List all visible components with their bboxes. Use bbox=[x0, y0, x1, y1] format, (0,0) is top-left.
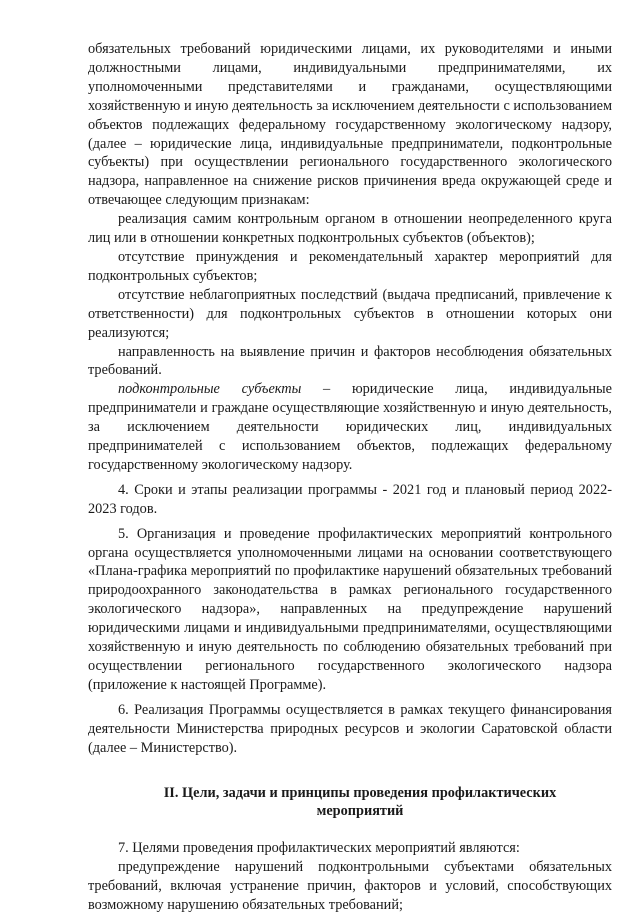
paragraph-continuation: обязательных требований юридическими лицами, их руководителями и иными должностными лицами, индивидуальными предпринимателями, их уполномоченными представителями и гражданами, осуществляющими хозяйственную и иную деятельность за исключением деятельности с использованием объектов подлежащих федеральному государственному экологическому надзору, (далее – юридические лица, индивидуальные предприниматели, подконтрольные субъекты) при осуществлении регионального государственного экологического надзора, направленное на снижение рисков причинения вреда окружающей среде и отвечающее следующим признакам: bbox=[88, 41, 612, 209]
paragraph-4: 4. Сроки и этапы реализации программы - 2021 год и плановый период 2022-2023 годов. bbox=[88, 481, 612, 517]
paragraph-7-item-1: предупреждение нарушений подконтрольными субъектами обязательных требований, включая устранение причин, факторов и условий, способствующих возможному нарушению обязательных требований; bbox=[88, 859, 612, 914]
paragraph-5: 5. Организация и проведение профилактических мероприятий контрольного органа осуществляется уполномоченными лицами на основании соответствующего «Плана-графика мероприятий по профилактике нарушений обязательных требований природоохранного законодательства в рамках регионального государственного экологического надзора», направленных на предупреждение нарушений юридическими лицами и индивидуальными предпринимателями, осуществляющими хозяйственную и иную деятельность по соблюдению обязательных требований при осуществлении регионального государственного экологического надзора (приложение к настоящей Программе). bbox=[88, 525, 612, 693]
definition-term: подконтрольные субъекты bbox=[118, 381, 302, 398]
section-heading: II. Цели, задачи и принципы проведения профилактических мероприятий bbox=[163, 784, 557, 820]
paragraph-7: 7. Целями проведения профилактических мероприятий являются: bbox=[118, 840, 520, 857]
list-item-focus-on-causes: направленность на выявление причин и факторов несоблюдения обязательных требований. bbox=[88, 343, 612, 379]
definition-subjects bbox=[88, 380, 612, 475]
list-item-realization: реализация самим контрольным органом в отношении неопределенного круга лиц или в отношении конкретных подконтрольных субъектов (объектов); bbox=[88, 211, 612, 247]
list-item-no-coercion: отсутствие принуждения и рекомендательный характер мероприятий для подконтрольных субъектов; bbox=[88, 248, 612, 284]
paragraph-6: 6. Реализация Программы осуществляется в рамках текущего финансирования деятельности Министерства природных ресурсов и экологии Саратовской области (далее – Министерство). bbox=[88, 701, 612, 756]
document-body bbox=[88, 40, 612, 915]
list-item-no-adverse-consequences: отсутствие неблагоприятных последствий (выдача предписаний, привлечение к ответственности) для подконтрольных субъектов в отношении которых они реализуются; bbox=[88, 286, 612, 341]
definition-text: – юридические лица, индивидуальные предприниматели и граждане осуществляющие хозяйственную и иную деятельность, за исключением деятельности юридических лиц, индивидуальных предпринимателей с использованием объектов, подлежащих федеральному государственному экологическому надзору. bbox=[88, 381, 612, 473]
